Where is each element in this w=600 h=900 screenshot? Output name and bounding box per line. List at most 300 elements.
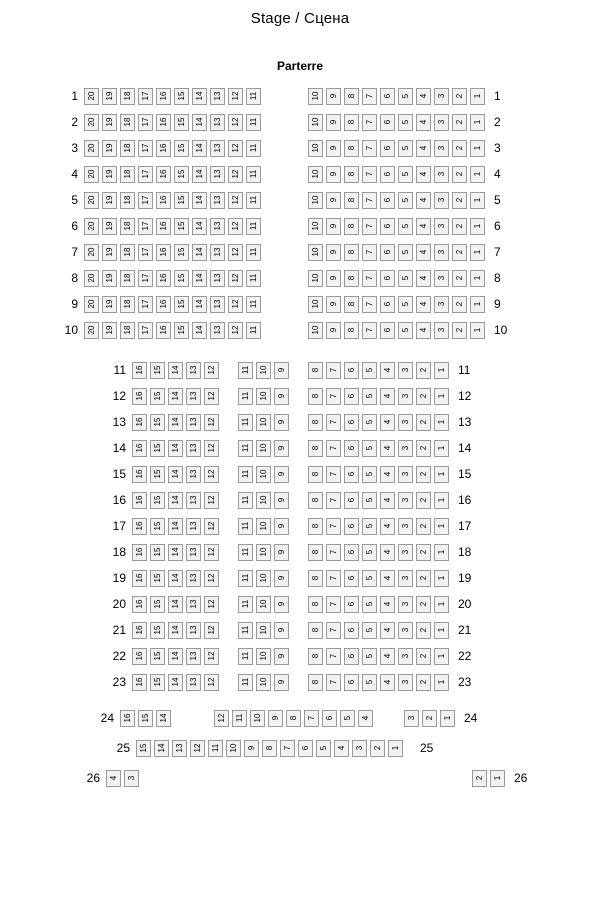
seat[interactable] xyxy=(256,674,271,691)
seat[interactable] xyxy=(308,166,323,183)
seat[interactable] xyxy=(138,270,153,287)
seat[interactable] xyxy=(326,596,341,613)
seat[interactable] xyxy=(246,140,261,157)
seat[interactable] xyxy=(102,244,117,261)
seat[interactable] xyxy=(238,388,253,405)
seat[interactable] xyxy=(452,322,467,339)
seat[interactable] xyxy=(246,88,261,105)
seat[interactable] xyxy=(286,710,301,727)
seat[interactable] xyxy=(228,270,243,287)
seat[interactable] xyxy=(362,270,377,287)
seat[interactable] xyxy=(210,296,225,313)
seat[interactable] xyxy=(434,596,449,613)
seat[interactable] xyxy=(344,114,359,131)
seat[interactable] xyxy=(398,466,413,483)
seat[interactable] xyxy=(362,388,377,405)
seat[interactable] xyxy=(246,244,261,261)
seat[interactable] xyxy=(380,570,395,587)
seat[interactable] xyxy=(256,570,271,587)
seat[interactable] xyxy=(308,362,323,379)
seat[interactable] xyxy=(256,362,271,379)
seat[interactable] xyxy=(434,544,449,561)
seat[interactable] xyxy=(326,192,341,209)
seat[interactable] xyxy=(416,296,431,313)
seat[interactable] xyxy=(362,192,377,209)
seat[interactable] xyxy=(156,270,171,287)
seat[interactable] xyxy=(380,492,395,509)
seat[interactable] xyxy=(204,622,219,639)
seat[interactable] xyxy=(150,544,165,561)
seat[interactable] xyxy=(186,648,201,665)
seat[interactable] xyxy=(192,296,207,313)
seat[interactable] xyxy=(452,270,467,287)
seat[interactable] xyxy=(326,492,341,509)
seat[interactable] xyxy=(416,518,431,535)
seat[interactable] xyxy=(156,710,171,727)
seat[interactable] xyxy=(334,740,349,757)
seat[interactable] xyxy=(308,466,323,483)
seat[interactable] xyxy=(120,710,135,727)
seat[interactable] xyxy=(274,414,289,431)
seat[interactable] xyxy=(380,388,395,405)
seat[interactable] xyxy=(362,322,377,339)
seat[interactable] xyxy=(186,440,201,457)
seat[interactable] xyxy=(192,270,207,287)
seat[interactable] xyxy=(434,192,449,209)
seat[interactable] xyxy=(150,674,165,691)
seat[interactable] xyxy=(308,296,323,313)
seat[interactable] xyxy=(132,362,147,379)
seat[interactable] xyxy=(168,414,183,431)
seat[interactable] xyxy=(168,440,183,457)
seat[interactable] xyxy=(192,140,207,157)
seat[interactable] xyxy=(308,570,323,587)
seat[interactable] xyxy=(168,596,183,613)
seat[interactable] xyxy=(416,140,431,157)
seat[interactable] xyxy=(344,362,359,379)
seat[interactable] xyxy=(326,88,341,105)
seat[interactable] xyxy=(308,414,323,431)
seat[interactable] xyxy=(470,88,485,105)
seat[interactable] xyxy=(186,388,201,405)
seat[interactable] xyxy=(132,648,147,665)
seat[interactable] xyxy=(150,362,165,379)
seat[interactable] xyxy=(416,270,431,287)
seat[interactable] xyxy=(84,322,99,339)
seat[interactable] xyxy=(380,192,395,209)
seat[interactable] xyxy=(434,492,449,509)
seat[interactable] xyxy=(228,114,243,131)
seat[interactable] xyxy=(326,322,341,339)
seat[interactable] xyxy=(192,218,207,235)
seat[interactable] xyxy=(192,88,207,105)
seat[interactable] xyxy=(210,322,225,339)
seat[interactable] xyxy=(102,218,117,235)
seat[interactable] xyxy=(228,322,243,339)
seat[interactable] xyxy=(308,322,323,339)
seat[interactable] xyxy=(274,622,289,639)
seat[interactable] xyxy=(268,710,283,727)
seat[interactable] xyxy=(192,244,207,261)
seat[interactable] xyxy=(398,166,413,183)
seat[interactable] xyxy=(416,322,431,339)
seat[interactable] xyxy=(150,622,165,639)
seat[interactable] xyxy=(326,362,341,379)
seat[interactable] xyxy=(344,518,359,535)
seat[interactable] xyxy=(380,296,395,313)
seat[interactable] xyxy=(344,244,359,261)
seat[interactable] xyxy=(380,362,395,379)
seat[interactable] xyxy=(138,322,153,339)
seat[interactable] xyxy=(326,388,341,405)
seat[interactable] xyxy=(204,414,219,431)
seat[interactable] xyxy=(132,596,147,613)
seat[interactable] xyxy=(344,466,359,483)
seat[interactable] xyxy=(228,244,243,261)
seat[interactable] xyxy=(326,648,341,665)
seat[interactable] xyxy=(470,218,485,235)
seat[interactable] xyxy=(84,270,99,287)
seat[interactable] xyxy=(138,114,153,131)
seat[interactable] xyxy=(138,166,153,183)
seat[interactable] xyxy=(362,140,377,157)
seat[interactable] xyxy=(380,648,395,665)
seat[interactable] xyxy=(434,440,449,457)
seat[interactable] xyxy=(416,192,431,209)
seat[interactable] xyxy=(210,166,225,183)
seat[interactable] xyxy=(344,166,359,183)
seat[interactable] xyxy=(380,518,395,535)
seat[interactable] xyxy=(362,88,377,105)
seat[interactable] xyxy=(280,740,295,757)
seat[interactable] xyxy=(246,192,261,209)
seat[interactable] xyxy=(326,674,341,691)
seat[interactable] xyxy=(326,244,341,261)
seat[interactable] xyxy=(256,622,271,639)
seat[interactable] xyxy=(274,466,289,483)
seat[interactable] xyxy=(246,218,261,235)
seat[interactable] xyxy=(84,244,99,261)
seat[interactable] xyxy=(228,218,243,235)
seat[interactable] xyxy=(416,570,431,587)
seat[interactable] xyxy=(102,166,117,183)
seat[interactable] xyxy=(362,492,377,509)
seat[interactable] xyxy=(150,596,165,613)
seat[interactable] xyxy=(132,466,147,483)
seat[interactable] xyxy=(380,596,395,613)
seat[interactable] xyxy=(204,648,219,665)
seat[interactable] xyxy=(156,114,171,131)
seat[interactable] xyxy=(452,166,467,183)
seat[interactable] xyxy=(398,518,413,535)
seat[interactable] xyxy=(204,466,219,483)
seat[interactable] xyxy=(470,270,485,287)
seat[interactable] xyxy=(470,192,485,209)
seat[interactable] xyxy=(380,544,395,561)
seat[interactable] xyxy=(416,440,431,457)
seat[interactable] xyxy=(416,88,431,105)
seat[interactable] xyxy=(358,710,373,727)
seat[interactable] xyxy=(228,88,243,105)
seat[interactable] xyxy=(322,710,337,727)
seat[interactable] xyxy=(344,388,359,405)
seat[interactable] xyxy=(398,140,413,157)
seat[interactable] xyxy=(192,166,207,183)
seat[interactable] xyxy=(84,296,99,313)
seat[interactable] xyxy=(308,218,323,235)
seat[interactable] xyxy=(138,192,153,209)
seat[interactable] xyxy=(416,492,431,509)
seat[interactable] xyxy=(174,140,189,157)
seat[interactable] xyxy=(168,570,183,587)
seat[interactable] xyxy=(174,88,189,105)
seat[interactable] xyxy=(246,270,261,287)
seat[interactable] xyxy=(298,740,313,757)
seat[interactable] xyxy=(344,270,359,287)
seat[interactable] xyxy=(380,218,395,235)
seat[interactable] xyxy=(238,466,253,483)
seat[interactable] xyxy=(326,440,341,457)
seat[interactable] xyxy=(434,518,449,535)
seat[interactable] xyxy=(362,570,377,587)
seat[interactable] xyxy=(398,322,413,339)
seat[interactable] xyxy=(434,322,449,339)
seat[interactable] xyxy=(228,192,243,209)
seat[interactable] xyxy=(256,492,271,509)
seat[interactable] xyxy=(416,244,431,261)
seat[interactable] xyxy=(204,518,219,535)
seat[interactable] xyxy=(388,740,403,757)
seat[interactable] xyxy=(452,88,467,105)
seat[interactable] xyxy=(398,388,413,405)
seat[interactable] xyxy=(204,388,219,405)
seat[interactable] xyxy=(344,674,359,691)
seat[interactable] xyxy=(204,440,219,457)
seat[interactable] xyxy=(380,622,395,639)
seat[interactable] xyxy=(452,140,467,157)
seat[interactable] xyxy=(84,166,99,183)
seat[interactable] xyxy=(238,362,253,379)
seat[interactable] xyxy=(150,388,165,405)
seat[interactable] xyxy=(344,218,359,235)
seat[interactable] xyxy=(246,166,261,183)
seat[interactable] xyxy=(102,140,117,157)
seat[interactable] xyxy=(326,218,341,235)
seat[interactable] xyxy=(362,622,377,639)
seat[interactable] xyxy=(308,544,323,561)
seat[interactable] xyxy=(362,648,377,665)
seat[interactable] xyxy=(398,218,413,235)
seat[interactable] xyxy=(398,270,413,287)
seat[interactable] xyxy=(434,622,449,639)
seat[interactable] xyxy=(138,218,153,235)
seat[interactable] xyxy=(204,362,219,379)
seat[interactable] xyxy=(168,622,183,639)
seat[interactable] xyxy=(344,622,359,639)
seat[interactable] xyxy=(238,596,253,613)
seat[interactable] xyxy=(174,244,189,261)
seat[interactable] xyxy=(316,740,331,757)
seat[interactable] xyxy=(232,710,247,727)
seat[interactable] xyxy=(362,518,377,535)
seat[interactable] xyxy=(186,596,201,613)
seat[interactable] xyxy=(262,740,277,757)
seat[interactable] xyxy=(326,466,341,483)
seat[interactable] xyxy=(102,192,117,209)
seat[interactable] xyxy=(214,710,229,727)
seat[interactable] xyxy=(156,322,171,339)
seat[interactable] xyxy=(156,296,171,313)
seat[interactable] xyxy=(344,440,359,457)
seat[interactable] xyxy=(452,218,467,235)
seat[interactable] xyxy=(186,518,201,535)
seat[interactable] xyxy=(362,674,377,691)
seat[interactable] xyxy=(416,414,431,431)
seat[interactable] xyxy=(132,518,147,535)
seat[interactable] xyxy=(168,492,183,509)
seat[interactable] xyxy=(470,296,485,313)
seat[interactable] xyxy=(238,622,253,639)
seat[interactable] xyxy=(362,362,377,379)
seat[interactable] xyxy=(132,414,147,431)
seat[interactable] xyxy=(344,570,359,587)
seat[interactable] xyxy=(120,140,135,157)
seat[interactable] xyxy=(210,114,225,131)
seat[interactable] xyxy=(380,322,395,339)
seat[interactable] xyxy=(274,362,289,379)
seat[interactable] xyxy=(434,648,449,665)
seat[interactable] xyxy=(362,114,377,131)
seat[interactable] xyxy=(370,740,385,757)
seat[interactable] xyxy=(380,674,395,691)
seat[interactable] xyxy=(102,270,117,287)
seat[interactable] xyxy=(416,596,431,613)
seat[interactable] xyxy=(398,570,413,587)
seat[interactable] xyxy=(352,740,367,757)
seat[interactable] xyxy=(308,492,323,509)
seat[interactable] xyxy=(326,622,341,639)
seat[interactable] xyxy=(120,296,135,313)
seat[interactable] xyxy=(416,622,431,639)
seat[interactable] xyxy=(434,362,449,379)
seat[interactable] xyxy=(274,648,289,665)
seat[interactable] xyxy=(168,544,183,561)
seat[interactable] xyxy=(308,440,323,457)
seat[interactable] xyxy=(398,622,413,639)
seat[interactable] xyxy=(416,362,431,379)
seat[interactable] xyxy=(168,518,183,535)
seat[interactable] xyxy=(398,114,413,131)
seat[interactable] xyxy=(304,710,319,727)
seat[interactable] xyxy=(326,296,341,313)
seat[interactable] xyxy=(344,296,359,313)
seat[interactable] xyxy=(210,192,225,209)
seat[interactable] xyxy=(168,674,183,691)
seat[interactable] xyxy=(434,218,449,235)
seat[interactable] xyxy=(256,414,271,431)
seat[interactable] xyxy=(150,466,165,483)
seat[interactable] xyxy=(308,114,323,131)
seat[interactable] xyxy=(168,648,183,665)
seat[interactable] xyxy=(344,140,359,157)
seat[interactable] xyxy=(326,570,341,587)
seat[interactable] xyxy=(398,596,413,613)
seat[interactable] xyxy=(274,570,289,587)
seat[interactable] xyxy=(416,544,431,561)
seat[interactable] xyxy=(398,296,413,313)
seat[interactable] xyxy=(274,492,289,509)
seat[interactable] xyxy=(434,570,449,587)
seat[interactable] xyxy=(440,710,455,727)
seat[interactable] xyxy=(308,270,323,287)
seat[interactable] xyxy=(84,114,99,131)
seat[interactable] xyxy=(238,544,253,561)
seat[interactable] xyxy=(106,770,121,787)
seat[interactable] xyxy=(156,192,171,209)
seat[interactable] xyxy=(380,114,395,131)
seat[interactable] xyxy=(120,166,135,183)
seat[interactable] xyxy=(102,114,117,131)
seat[interactable] xyxy=(156,218,171,235)
seat[interactable] xyxy=(256,440,271,457)
seat[interactable] xyxy=(472,770,487,787)
seat[interactable] xyxy=(120,244,135,261)
seat[interactable] xyxy=(380,166,395,183)
seat[interactable] xyxy=(174,192,189,209)
seat[interactable] xyxy=(174,296,189,313)
seat[interactable] xyxy=(308,518,323,535)
seat[interactable] xyxy=(308,674,323,691)
seat[interactable] xyxy=(326,518,341,535)
seat[interactable] xyxy=(174,322,189,339)
seat[interactable] xyxy=(470,244,485,261)
seat[interactable] xyxy=(102,296,117,313)
seat[interactable] xyxy=(192,114,207,131)
seat[interactable] xyxy=(308,648,323,665)
seat[interactable] xyxy=(344,192,359,209)
seat[interactable] xyxy=(274,674,289,691)
seat[interactable] xyxy=(434,114,449,131)
seat[interactable] xyxy=(84,218,99,235)
seat[interactable] xyxy=(380,140,395,157)
seat[interactable] xyxy=(210,270,225,287)
seat[interactable] xyxy=(238,674,253,691)
seat[interactable] xyxy=(186,570,201,587)
seat[interactable] xyxy=(434,88,449,105)
seat[interactable] xyxy=(380,466,395,483)
seat[interactable] xyxy=(308,244,323,261)
seat[interactable] xyxy=(132,388,147,405)
seat[interactable] xyxy=(326,544,341,561)
seat[interactable] xyxy=(380,440,395,457)
seat[interactable] xyxy=(398,674,413,691)
seat[interactable] xyxy=(470,114,485,131)
seat[interactable] xyxy=(150,440,165,457)
seat[interactable] xyxy=(84,140,99,157)
seat[interactable] xyxy=(150,414,165,431)
seat[interactable] xyxy=(204,570,219,587)
seat[interactable] xyxy=(434,140,449,157)
seat[interactable] xyxy=(250,710,265,727)
seat[interactable] xyxy=(150,492,165,509)
seat[interactable] xyxy=(138,244,153,261)
seat[interactable] xyxy=(168,388,183,405)
seat[interactable] xyxy=(120,218,135,235)
seat[interactable] xyxy=(138,140,153,157)
seat[interactable] xyxy=(204,596,219,613)
seat[interactable] xyxy=(174,218,189,235)
seat[interactable] xyxy=(452,296,467,313)
